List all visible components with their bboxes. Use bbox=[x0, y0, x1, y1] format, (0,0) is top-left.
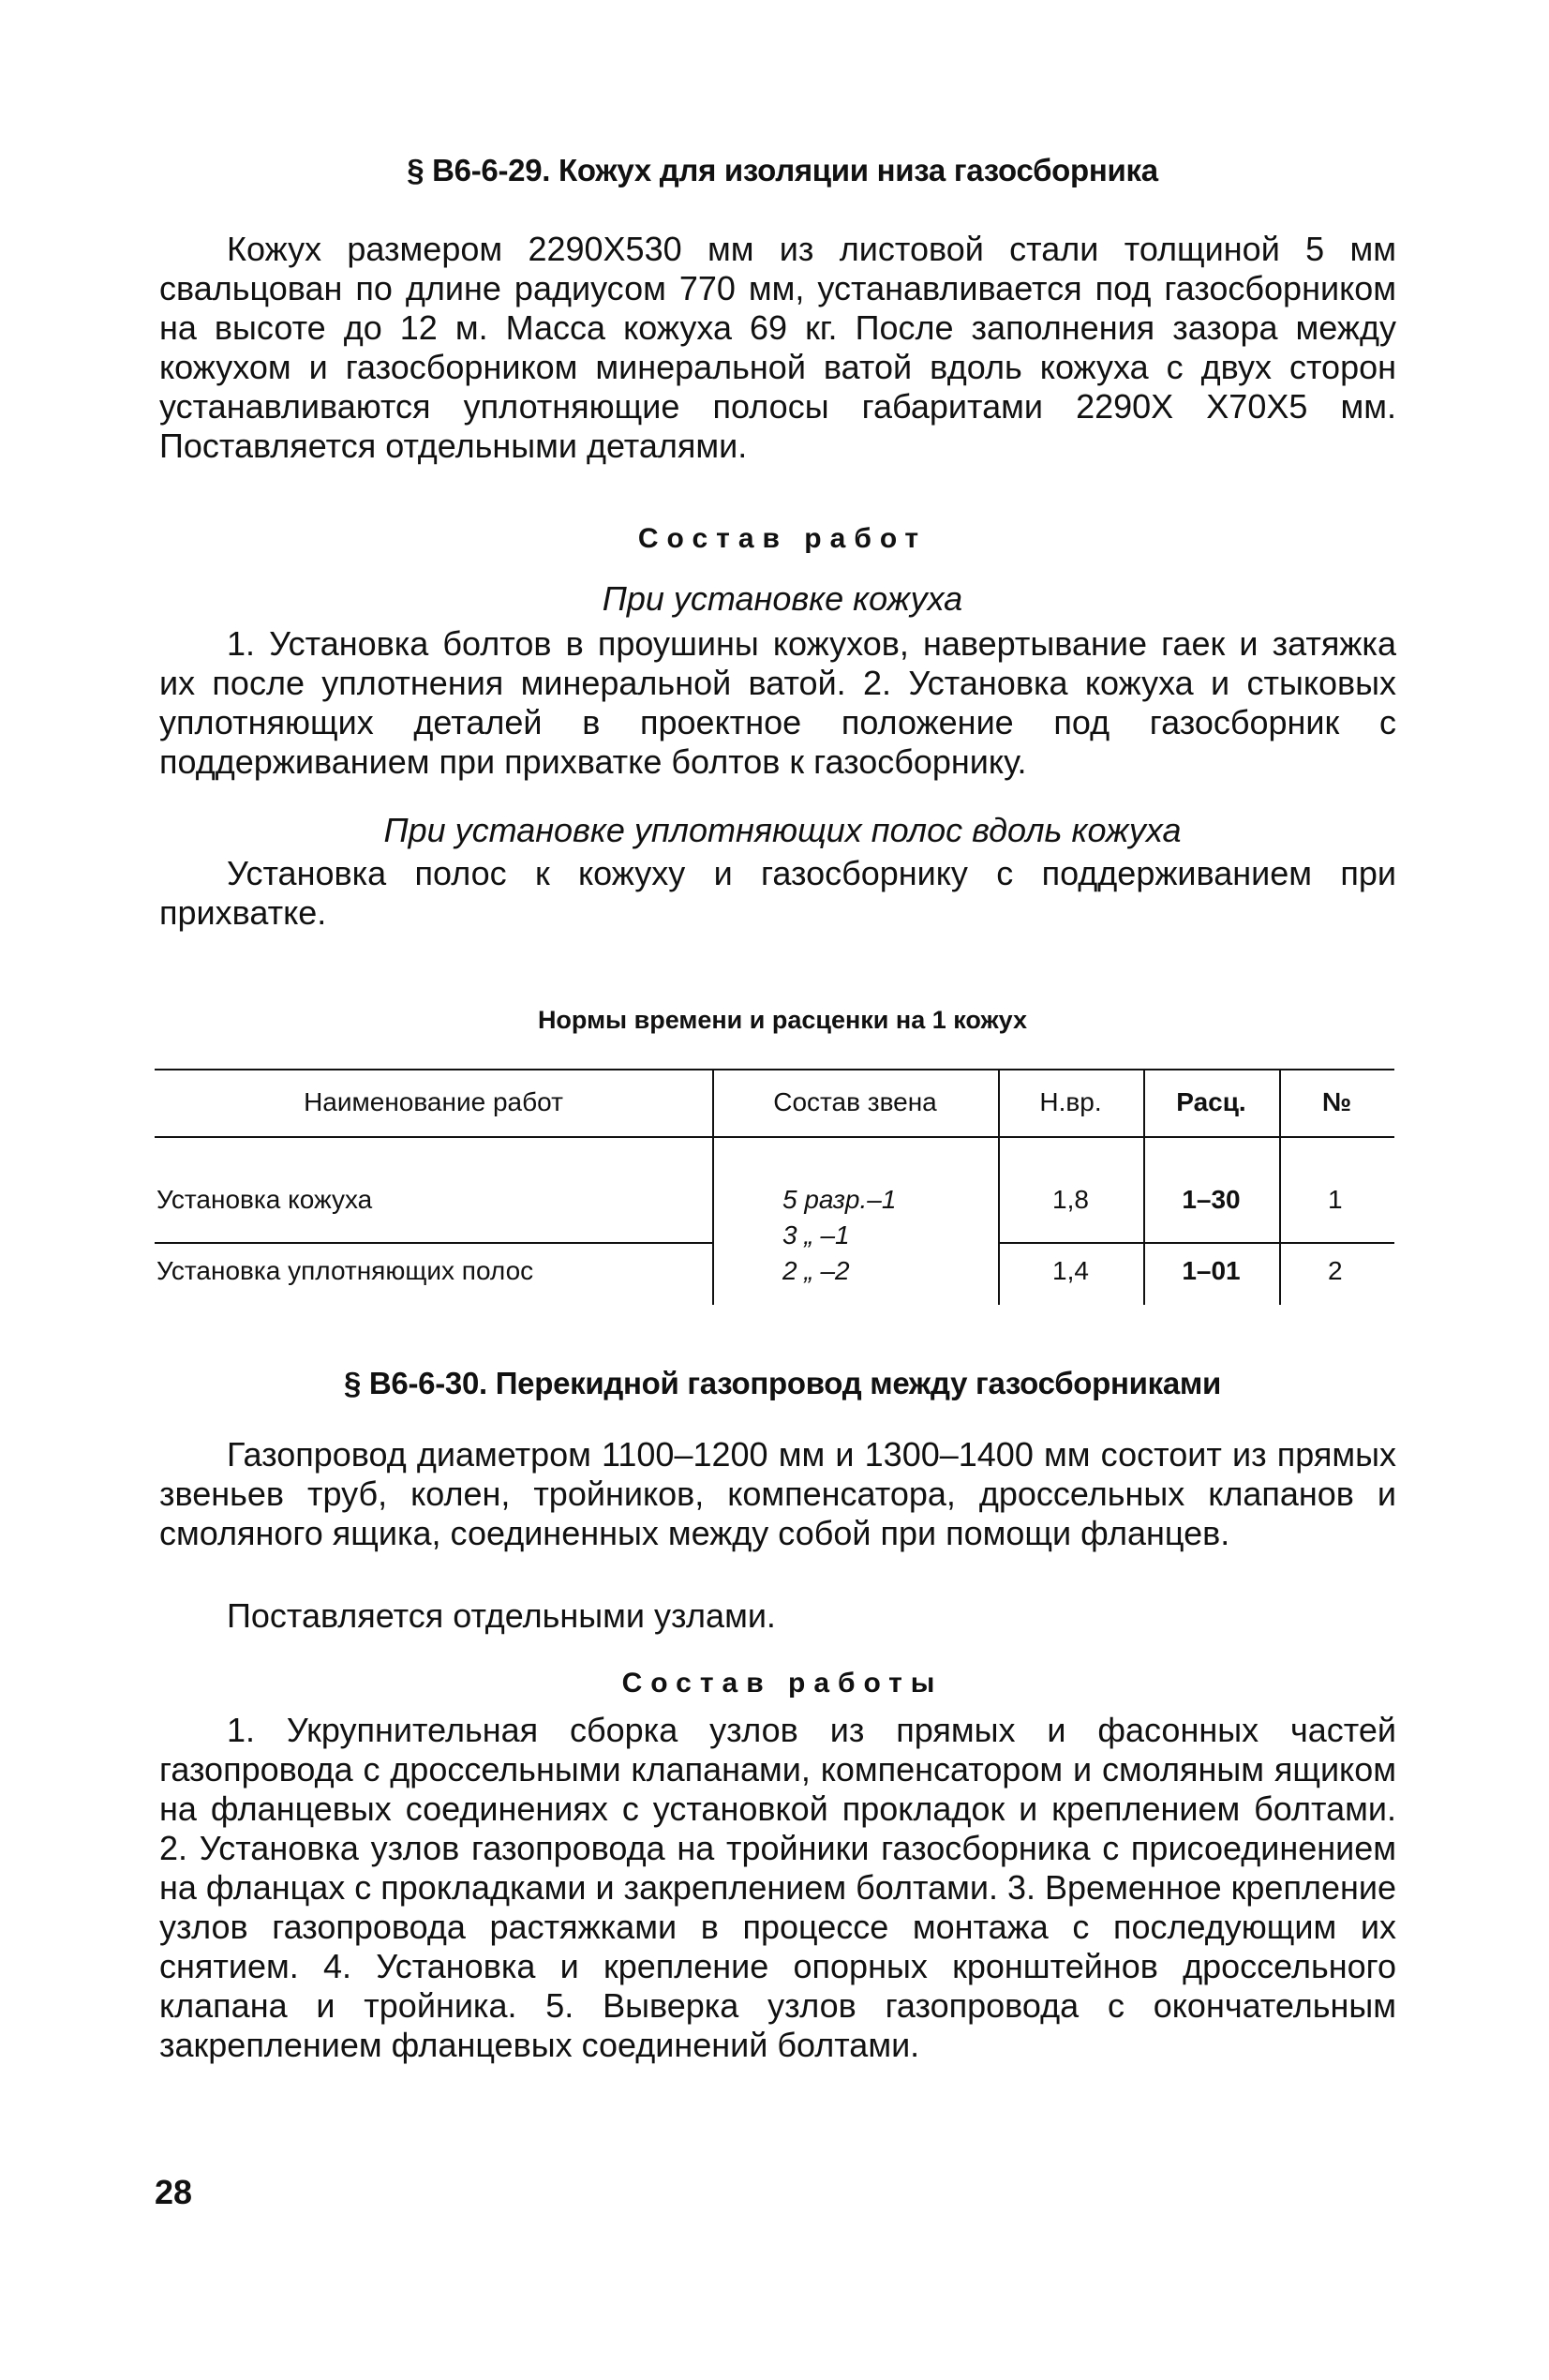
subsection-title-casing: При установке кожуха bbox=[602, 579, 963, 618]
subsection-title-strips: При установке уплотняющих полос вдоль кожуха bbox=[383, 811, 1182, 849]
header-number: № bbox=[1321, 1087, 1352, 1116]
crew-line-1: 5 разр.–1 bbox=[782, 1185, 897, 1214]
table-row-separator-left bbox=[155, 1242, 712, 1244]
header-rate: Расц. bbox=[1176, 1087, 1246, 1116]
row1-number: 1 bbox=[1328, 1185, 1343, 1214]
header-time-norm: Н.вр. bbox=[1039, 1087, 1102, 1116]
section2-description: Газопровод диаметром 1100–1200 мм и 1300–1400 мм состоит из прямых звеньев труб, колен, тройников, компенсатора, дроссельных клапанов и смоляного ящика, соединенных между собой при помощи фланцев. bbox=[159, 1435, 1396, 1552]
table-row-separator-right bbox=[998, 1242, 1394, 1244]
header-work-name: Наименование работ bbox=[304, 1087, 563, 1116]
norms-table bbox=[155, 1069, 1394, 1312]
section2-delivery: Поставляется отдельными узлами. bbox=[227, 1596, 776, 1635]
work-composition-title: Состав работ bbox=[637, 523, 928, 554]
row1-work-name: Установка кожуха bbox=[156, 1185, 373, 1214]
row2-time-norm: 1,4 bbox=[1052, 1256, 1089, 1285]
row2-work-name: Установка уплотняющих полос bbox=[156, 1256, 534, 1285]
crew-line-3: 2 „ –2 bbox=[782, 1256, 850, 1285]
table-title: Нормы времени и расценки на 1 кожух bbox=[537, 1006, 1028, 1034]
table-header-rule bbox=[155, 1136, 1394, 1138]
header-crew: Состав звена bbox=[773, 1087, 937, 1116]
subsection-text-casing: 1. Установка болтов в проушины кожухов, навертывание гаек и затяжка их после уплотнения минеральной ватой. 2. Установка кожуха и стыковых уплотняющих деталей в проектное положение под газосборник с поддерживанием при прихватке болтов к газосборнику. bbox=[159, 624, 1396, 781]
crew-line-2: 3 „ –1 bbox=[782, 1220, 850, 1250]
row1-time-norm: 1,8 bbox=[1052, 1185, 1089, 1214]
section-heading-v6-6-30: § В6-6-30. Перекидной газопровод между газосборниками bbox=[343, 1366, 1222, 1400]
work-composition-title-2: Состав работы bbox=[621, 1668, 944, 1699]
table-top-rule bbox=[155, 1069, 1394, 1070]
section2-work-text: 1. Укрупнительная сборка узлов из прямых и фасонных частей газопровода с дроссельными клапанами, компенсатором и смоляным ящиком на фланцевых соединениях с установкой прокладок и креплением болтами. 2. Установка узлов газопровода на тройники газосборника с присоединением на фланцах с прокладками и закреплением болтами. 3. Временное крепление узлов газопровода растяжками в процессе монтажа с последующим их снятием. 4. Установка и крепление опорных кронштейнов дроссельного клапана и тройника. 5. Выверка узлов газопровода с окончательным закреплением фланцевых соединений болтами. bbox=[159, 1711, 1396, 2064]
row1-rate: 1–30 bbox=[1182, 1185, 1241, 1214]
section1-description: Кожух размером 2290Х530 мм из листовой стали толщиной 5 мм свальцован по длине радиусом 770 мм, устанавливается под газосборником на высоте до 12 м. Масса кожуха 69 кг. После заполнения зазора между кожухом и газосборником минеральной ватой вдоль кожуха с двух сторон устанавливаются уплотняющие полосы габаритами 2290Х Х70Х5 мм. Поставляется отдельными деталями. bbox=[159, 230, 1396, 465]
page-number: 28 bbox=[155, 2173, 193, 2211]
row2-rate: 1–01 bbox=[1182, 1256, 1241, 1285]
subsection-text-strips: Установка полос к кожуху и газосборнику с поддерживанием при прихватке. bbox=[159, 854, 1396, 932]
section-heading-v6-6-29: § В6-6-29. Кожух для изоляции низа газосборника bbox=[407, 153, 1158, 187]
row2-number: 2 bbox=[1328, 1256, 1343, 1285]
